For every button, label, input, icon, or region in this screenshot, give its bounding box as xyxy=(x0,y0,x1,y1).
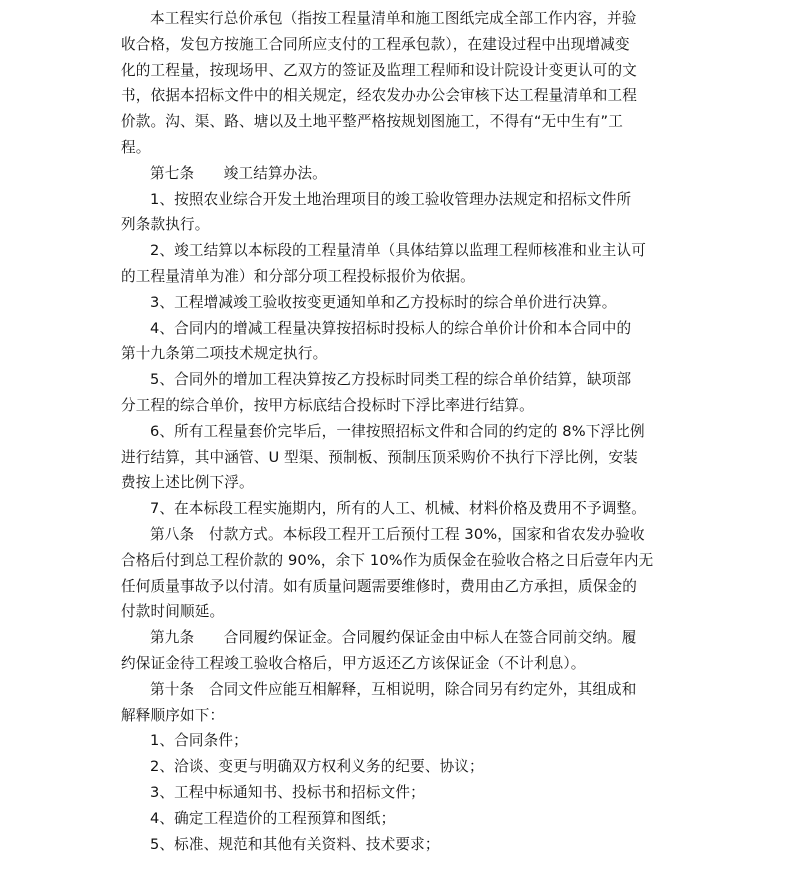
text-line: 3、工程增减竣工验收按变更通知单和乙方投标时的综合单价进行决算。 xyxy=(150,293,617,311)
paragraph-10-2 xyxy=(121,754,681,780)
paragraph-7-2 xyxy=(121,238,681,290)
text-line: 7、在本标段工程实施期内，所有的人工、机械、材料价格及费用不予调整。 xyxy=(150,500,646,518)
text-line: 第十九条第二项技术规定执行。 xyxy=(121,345,328,363)
paragraph-article-7 xyxy=(121,161,681,187)
paragraph-7-7 xyxy=(121,496,681,522)
paragraph-10-4 xyxy=(121,806,681,832)
text-line: 4、确定工程造价的工程预算和图纸； xyxy=(150,809,396,827)
text-line: 列条款执行。 xyxy=(121,216,210,234)
text-line: 2、竣工结算以本标段的工程量清单（具体结算以监理工程师核准和业主认可 xyxy=(150,242,646,260)
text-line: 分工程的综合单价，按甲方标底结合投标时下浮比率进行结算。 xyxy=(121,396,534,414)
paragraph-7-4 xyxy=(121,316,681,368)
paragraph-article-10 xyxy=(121,677,681,729)
text-line: 书，依据本招标文件中的相关规定，经农发办办公会审核下达工程量清单和工程 xyxy=(121,87,638,105)
document-body xyxy=(121,6,681,857)
text-line: 化的工程量，按现场甲、乙双方的签证及监理工程师和设计院设计变更认可的文 xyxy=(121,61,638,79)
paragraph-contract-type xyxy=(121,6,681,161)
paragraph-article-9 xyxy=(121,625,681,677)
paragraph-10-3 xyxy=(121,780,681,806)
text-line: 合格后付到总工程价款的 90%，余下 10%作为质保金在验收合格之日后壹年内无 xyxy=(121,551,654,569)
text-line: 1、按照农业综合开发土地治理项目的竣工验收管理办法规定和招标文件所 xyxy=(150,190,632,208)
paragraph-7-6 xyxy=(121,419,681,496)
text-line: 第八条 付款方式。本标段工程开工后预付工程 30%，国家和省农发办验收 xyxy=(150,525,645,543)
text-line: 进行结算，其中涵管、U 型渠、预制板、预制压顶采购价不执行下浮比例，安装 xyxy=(121,448,638,466)
text-line: 6、所有工程量套价完毕后，一律按照招标文件和合同的约定的 8%下浮比例 xyxy=(150,422,645,440)
text-line: 收合格，发包方按施工合同所应支付的工程承包款），在建设过程中出现增减变 xyxy=(121,35,630,53)
text-line: 程。 xyxy=(121,138,151,156)
text-line: 2、洽谈、变更与明确双方权利义务的纪要、协议； xyxy=(150,758,484,776)
paragraph-7-1 xyxy=(121,187,681,239)
text-line: 解释顺序如下： xyxy=(121,706,225,724)
text-line: 第九条 合同履约保证金。合同履约保证金由中标人在签合同前交纳。履 xyxy=(150,629,637,647)
paragraph-10-1 xyxy=(121,728,681,754)
text-line: 本工程实行总价承包（指按工程量清单和施工图纸完成全部工作内容，并验 xyxy=(150,10,637,27)
text-line: 4、合同内的增减工程量决算按招标时投标人的综合单价计价和本合同中的 xyxy=(150,319,632,337)
text-line: 价款。沟、渠、路、塘以及土地平整严格按规划图施工，不得有“无中生有”工 xyxy=(121,113,623,131)
text-line: 3、工程中标通知书、投标书和招标文件； xyxy=(150,783,425,801)
paragraph-7-5 xyxy=(121,367,681,419)
paragraph-10-5 xyxy=(121,832,681,858)
text-line: 第十条 合同文件应能互相解释，互相说明，除合同另有约定外，其组成和 xyxy=(150,680,637,698)
text-line: 付款时间顺延。 xyxy=(121,603,225,621)
text-line: 费按上述比例下浮。 xyxy=(121,474,254,492)
text-line: 1、合同条件； xyxy=(150,732,248,750)
text-line: 约保证金待工程竣工验收合格后，甲方返还乙方该保证金（不计利息）。 xyxy=(121,654,586,672)
text-line: 5、合同外的增加工程决算按乙方投标时同类工程的综合单价结算，缺项部 xyxy=(150,371,632,389)
paragraph-7-3 xyxy=(121,290,681,316)
text-line: 第七条 竣工结算办法。 xyxy=(150,164,327,182)
text-line: 任何质量事故予以付清。如有质量问题需要维修时，费用由乙方承担，质保金的 xyxy=(121,577,638,595)
paragraph-article-8 xyxy=(121,522,681,625)
text-line: 5、标准、规范和其他有关资料、技术要求； xyxy=(150,835,440,853)
text-line: 的工程量清单为准）和分部分项工程投标报价为依据。 xyxy=(121,267,475,285)
